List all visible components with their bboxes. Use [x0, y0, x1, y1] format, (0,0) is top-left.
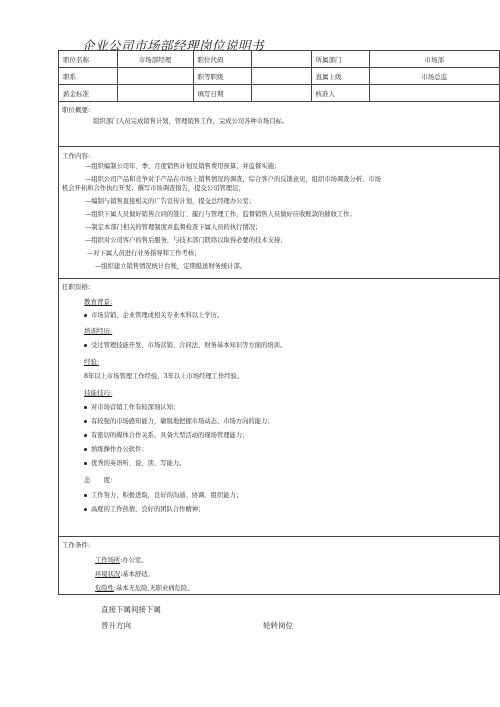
value-salary	[117, 85, 193, 102]
qualifications-label: 任职资格:	[62, 283, 91, 291]
list-item: 对市场营销工作有较深刻认知；	[84, 402, 499, 411]
duty-line: 机会开拓和合作执行开发；撰写市场调查报告，提交公司管理层；	[62, 185, 245, 192]
basic-info-table	[59, 51, 499, 102]
value-supervisor: 市场总监	[369, 68, 499, 85]
bullet-icon	[84, 420, 87, 423]
duty-line: —组织编制公司年、季、月度销售计划及销售费用预算，并监督实施；	[85, 163, 281, 170]
label-department: 所属部门	[311, 51, 369, 68]
label-position-code: 职位代码	[193, 51, 251, 68]
table-row	[59, 51, 499, 68]
label-fill-date: 填写日期	[193, 85, 251, 102]
value-job-family	[117, 68, 193, 85]
duty-line: —制定本部门相关的管理制度并监督检查下属人员的执行情况；	[85, 224, 262, 231]
bullet-icon	[84, 508, 87, 511]
table-row	[59, 68, 499, 85]
duty-line: —组织下属人员做好销售合同的签订、履行与管理工作，监督销售人员做好应收账款的催收工作；	[85, 211, 356, 218]
condition-environment: 环境状况:基本舒适。	[95, 571, 154, 578]
duties-label: 工作内容:	[62, 152, 91, 160]
list-item: 高度的工作热情，良好的团队合作精神；	[84, 504, 499, 513]
bullet-icon	[84, 494, 87, 497]
duty-line: —组织对公司客户的售后服务，与技术部门联络以取得必要的技术支持；	[85, 237, 287, 244]
bullet-icon	[84, 448, 87, 451]
duty-line: —对下属人员进行业务指导和工作考核；	[87, 250, 201, 257]
label-supervisor: 直属上级	[311, 68, 369, 85]
label-position-name: 职位名称	[59, 51, 117, 68]
attitude-label: 态 度:	[84, 476, 113, 484]
label-grade: 职等职级	[193, 68, 251, 85]
conditions-label: 工作条件:	[62, 541, 91, 549]
value-fill-date	[251, 85, 311, 102]
condition-workplace: 工作场所:办公室。	[95, 557, 148, 564]
duty-line: —编制与销售直接相关的广告宣传计划，提交总经理办公室；	[85, 198, 256, 205]
value-position-name: 市场部经理	[117, 51, 193, 68]
label-approver: 核准人	[311, 85, 369, 102]
overview-label: 职位概要:	[62, 106, 91, 114]
qualifications-section	[59, 279, 499, 537]
conditions-section	[59, 537, 499, 592]
value-department: 市场部	[369, 51, 499, 68]
skills-label: 技能技巧:	[84, 389, 113, 397]
bullet-icon	[84, 434, 87, 437]
duties-section	[59, 147, 499, 279]
overview-text: 组织部门人员完成销售计划，管理销售工作，完成公司各种市场目标。	[93, 118, 289, 125]
bullet-icon	[84, 314, 87, 317]
document-title: 企业公司市场部经理岗位说明书	[82, 38, 265, 53]
experience-text: 8年以上市场管理工作经验，3年以上市场经理工作经验。	[84, 373, 244, 380]
bullet-icon	[84, 406, 87, 409]
duty-line: —组织公司产品和竞争对手产品在市场上销售情况的调查，综合客户的反馈意见，组织市场调查分析，市场	[85, 176, 381, 183]
value-approver	[369, 85, 499, 102]
bullet-icon	[84, 462, 87, 465]
subordinates-line: 直接下属间接下属	[101, 605, 161, 614]
bullet-icon	[84, 344, 87, 347]
value-position-code	[251, 51, 311, 68]
list-item: 有较强的市场感知能力，敏锐地把握市场动态、市场方向的能力；	[84, 416, 499, 425]
table-row	[59, 85, 499, 102]
duty-line: —组织建立销售情况统计台账，定期报送财务统计部。	[95, 263, 247, 270]
overview-section	[59, 102, 499, 147]
list-item: 优秀的英语听、说、读、写能力。	[84, 458, 499, 467]
label-job-family: 职系	[59, 68, 117, 85]
label-salary: 薪金标准	[59, 85, 117, 102]
list-item: 工作努力，积极进取，良好的沟通、协调、组织能力；	[84, 490, 499, 499]
value-grade	[251, 68, 311, 85]
training-label: 培训经历:	[84, 327, 113, 335]
job-description-form	[58, 50, 500, 595]
list-item: 有密切的媒体合作关系，具备大型活动的现场管理能力；	[84, 430, 499, 439]
condition-hazard: 危险性:基本无危险,无职业病危险。	[95, 585, 194, 592]
rotation-positions: 轮转岗位	[263, 621, 293, 630]
promotion-path: 晋升方向	[101, 621, 131, 630]
list-item: 受过管理技能开发、市场营销、合同法、财务基本知识等方面的培训。	[84, 340, 499, 349]
list-item: 市场营销、企业管理或相关专业本科以上学历。	[84, 310, 499, 319]
experience-label: 经验:	[84, 358, 100, 366]
education-label: 教育背景:	[84, 298, 113, 306]
list-item: 熟练操作办公软件；	[84, 444, 499, 453]
